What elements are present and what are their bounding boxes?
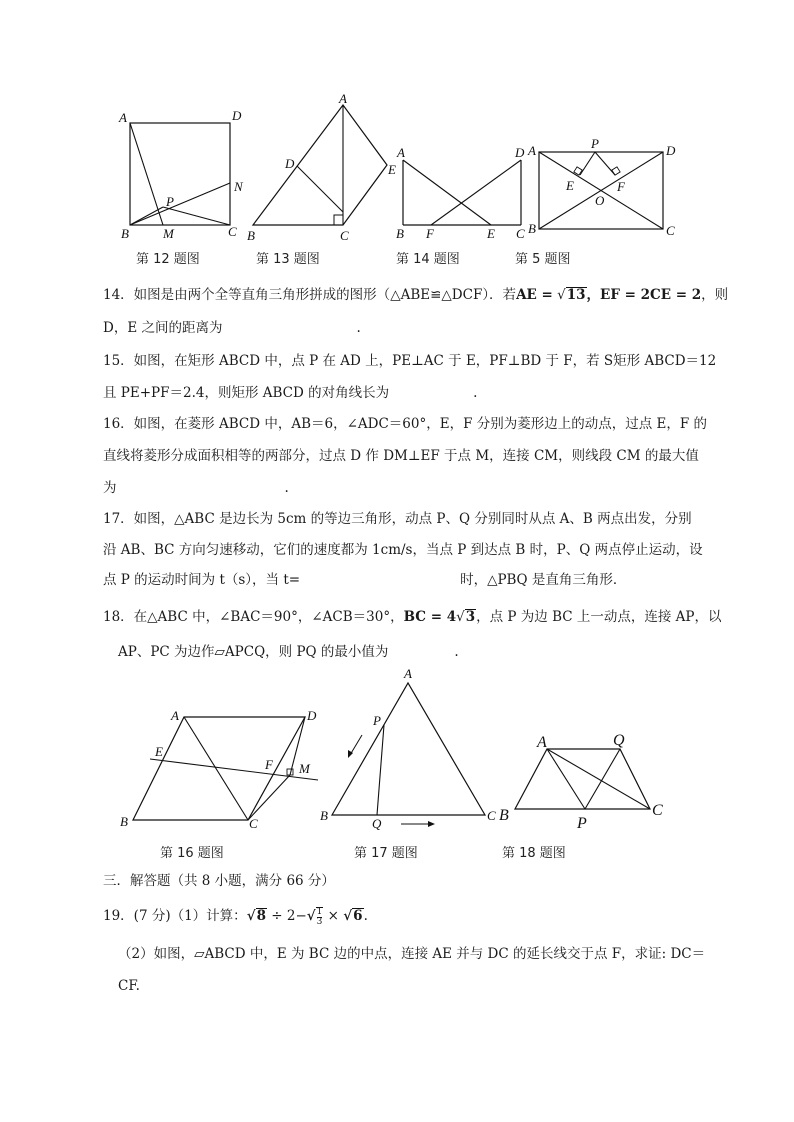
fig14-label-d: D: [515, 145, 525, 160]
q16-end: .: [284, 480, 289, 496]
q18-text-1a: 18．在△ABC 中，∠BAC＝90°，∠ACB＝30°，: [103, 609, 404, 625]
fig5-label-f: F: [617, 179, 625, 194]
fig5-label-e: E: [566, 178, 574, 193]
q16-line2: [103, 446, 699, 466]
q19-text-1a: 19．(7 分)（1）计算：: [103, 908, 247, 924]
fig12-label-c: C: [228, 224, 237, 239]
q17-text-3a: 点 P 的运动时间为 t（s），当 t=: [103, 572, 301, 588]
q19-op1: ÷ 2−: [266, 908, 307, 924]
q19-part2-line1: （2）如图，▱ABCD 中，E 为 BC 边的中点，连接 AE 并与 DC 的延长线交于点 F，求证: DC＝: [118, 946, 706, 962]
q16-line1: [103, 414, 707, 434]
figure-14: [393, 140, 538, 244]
q19-frac-den: 3: [316, 916, 323, 927]
fig17-label-q: Q: [372, 816, 382, 831]
fig14-label-c: C: [516, 226, 525, 241]
fig14-label-e: E: [487, 226, 495, 241]
q18-line2: [118, 642, 459, 662]
figure-12: [115, 105, 255, 249]
q19-sqrt8: 8: [256, 908, 266, 924]
caption-fig13: 第 13 题图: [256, 252, 320, 267]
figure-5: [525, 135, 685, 244]
fig13-label-c: C: [340, 228, 349, 243]
q19-sqrt6: 6: [353, 908, 363, 924]
fig13-label-e: E: [388, 162, 396, 177]
fig12-label-d: D: [232, 108, 242, 123]
fig16-label-d: D: [307, 708, 317, 723]
fig18-label-b: B: [499, 807, 509, 824]
fig5-label-a: A: [528, 143, 536, 158]
q16-text-1: 16．如图，在菱形 ABCD 中，AB＝6，∠ADC＝60°，E，F 分别为菱形边上的动点，过点 E，F 的: [103, 416, 708, 432]
figure-13: [245, 90, 405, 249]
q14-text-c: ）．若: [482, 287, 517, 303]
figure-17: [315, 665, 500, 839]
q14-text-2: D，E 之间的距离为: [103, 320, 223, 336]
q19-op2: ×: [323, 908, 344, 924]
fig5-label-o: O: [595, 193, 605, 208]
fig14-label-f: F: [426, 226, 434, 241]
figure-16-diagram: [118, 700, 323, 835]
q14-text-f: ，EF = 2CE = 2: [586, 287, 702, 303]
q17-text-1: 17．如图，△ABC 是边长为 5cm 的等边三角形，动点 P、Q 分别同时从点 A、B 两点出发，分别: [103, 511, 692, 527]
q17-line1: [103, 509, 692, 529]
q17-text-2: 沿 AB、BC 方向匀速移动，它们的速度都为 1cm/s，当点 P 到达点 B 时，P、Q 两点停止运动，设: [103, 542, 703, 558]
figure-12-diagram: [115, 105, 255, 245]
q15-line2: [103, 383, 477, 403]
q18-text-1b: BC = 4: [403, 609, 457, 625]
fig14-label-a: A: [397, 145, 405, 160]
fig16-label-a: A: [171, 708, 179, 723]
figure-5-diagram: [525, 135, 685, 240]
figure-18-diagram: [495, 725, 675, 835]
figure-14-diagram: [393, 140, 538, 240]
q14-text-g: ，则: [701, 287, 729, 303]
caption-fig14: 第 14 题图: [396, 252, 460, 267]
fig18-label-c: C: [652, 802, 663, 819]
q15-text-1: 15．如图，在矩形 ABCD 中，点 P 在 AD 上，PE⊥AC 于 E，PF⊥BD 于 F，若 S矩形 ABCD＝12: [103, 353, 717, 369]
fig13-label-b: B: [247, 228, 255, 243]
fig16-label-e: E: [155, 744, 163, 759]
fig5-label-c: C: [666, 223, 675, 238]
q15-text-2: 且 PE+PF＝2.4，则矩形 ABCD 的对角线长为: [103, 385, 390, 401]
fig16-label-c: C: [249, 816, 258, 831]
fig17-label-b: B: [320, 808, 328, 823]
fig18-label-a: A: [537, 734, 547, 751]
caption-fig12: 第 12 题图: [136, 252, 200, 267]
q15-end: .: [473, 385, 478, 401]
fig13-label-a: A: [339, 91, 347, 106]
fig17-label-c: C: [487, 808, 496, 823]
fig16-label-m: M: [299, 761, 310, 776]
fig14-label-b: B: [396, 226, 404, 241]
fig12-label-p: P: [166, 194, 174, 209]
fig18-label-p: P: [577, 815, 587, 832]
fig12-label-m: M: [163, 226, 174, 241]
q14-text-b: △ABE≌△DCF: [390, 287, 483, 303]
q17-line2: [103, 540, 703, 560]
fig5-label-p: P: [591, 136, 599, 151]
caption-fig5: 第 5 题图: [515, 252, 571, 267]
fig16-label-b: B: [120, 814, 128, 829]
q14-line2: [103, 318, 361, 338]
fig13-label-d: D: [285, 156, 295, 171]
figure-13-diagram: [245, 90, 405, 245]
q16-text-2: 直线将菱形分成面积相等的两部分，过点 D 作 DM⊥EF 于点 M，连接 CM，则线段 CM 的最大值: [103, 448, 699, 464]
q14-sqrt13: 13: [566, 287, 586, 303]
q14-end: .: [356, 320, 361, 336]
fig16-label-f: F: [265, 757, 273, 772]
fig12-label-a: A: [119, 110, 127, 125]
q18-end: .: [454, 644, 459, 660]
fig18-label-q: Q: [613, 732, 625, 749]
q19-part1: 19．(7 分)（1）计算：√8 ÷ 2−√ $\frac{1}{3}$ × √6.: [103, 906, 368, 927]
q18-text-2: AP、PC 为边作▱APCQ，则 PQ 的最小值为: [118, 644, 389, 660]
q15-line1: [103, 351, 716, 371]
caption-fig16: 第 16 题图: [160, 846, 224, 861]
figure-16: [118, 700, 323, 839]
section-3-heading: 三．解答题（共 8 小题，满分 66 分）: [103, 873, 335, 889]
fig5-label-d: D: [666, 143, 676, 158]
fig12-label-b: B: [121, 226, 129, 241]
figure-18: [495, 725, 675, 839]
fig17-label-p: P: [373, 713, 381, 728]
q18-sqrt3: 3: [465, 609, 476, 625]
q17-line3: [103, 570, 626, 590]
q14-text-d: AE =: [516, 287, 553, 303]
caption-fig18: 第 18 题图: [502, 846, 566, 861]
fig12-label-n: N: [234, 179, 243, 194]
q16-text-3: 为: [103, 480, 117, 496]
fig5-label-b: B: [528, 221, 536, 236]
q16-line3: [103, 478, 289, 498]
q19-end1: .: [363, 908, 368, 924]
q14-line1: 14．如图是由两个全等直角三角形拼成的图形（△ABE≌△DCF）．若AE = √13，EF = 2CE = 2，则: [103, 287, 729, 303]
figure-17-diagram: [315, 665, 500, 835]
q17-text-3b: 时，△PBQ 是直角三角形．: [460, 572, 627, 588]
q19-part2-line2: CF.: [118, 978, 140, 994]
caption-fig17: 第 17 题图: [354, 846, 418, 861]
q19-frac-num: 1: [316, 906, 323, 917]
q18-line1: 18．在△ABC 中，∠BAC＝90°，∠ACB＝30°，BC = 4√3，点 P 为边 BC 上一动点，连接 AP，以: [103, 609, 722, 625]
q18-text-1d: ，点 P 为边 BC 上一动点，连接 AP，以: [476, 609, 722, 625]
fig17-label-a: A: [404, 666, 412, 681]
q14-text-a: 14．如图是由两个全等直角三角形拼成的图形（: [103, 287, 391, 303]
